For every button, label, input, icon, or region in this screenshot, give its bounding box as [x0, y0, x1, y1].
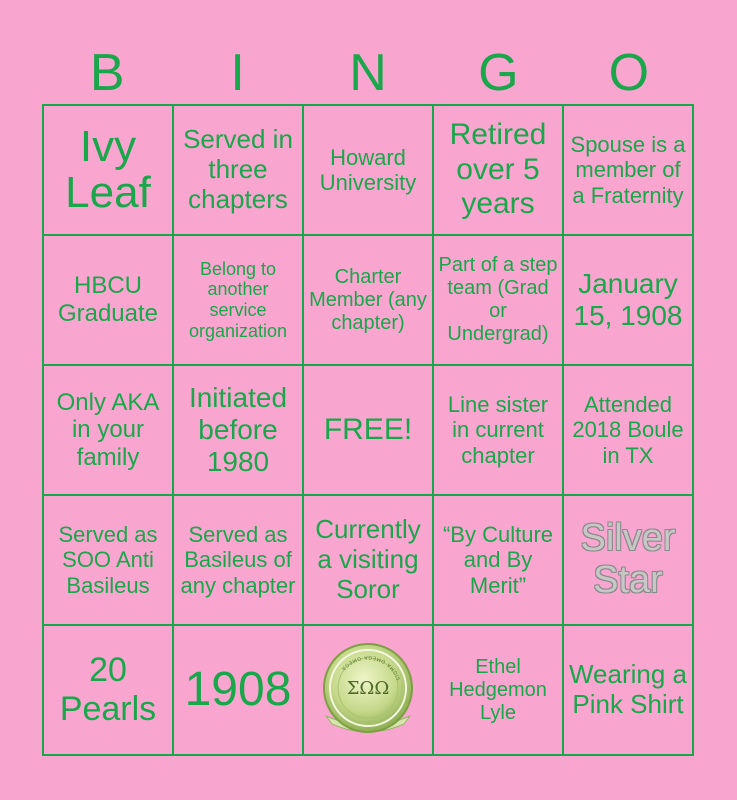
header-letter-n: N	[349, 44, 387, 102]
header-letter-o: O	[608, 44, 650, 102]
bingo-cell[interactable]: Ethel Hedgemon Lyle	[434, 626, 562, 754]
bingo-cell[interactable]: Belong to another service organization	[174, 236, 302, 364]
bingo-cell[interactable]: Initiated before 1980	[174, 366, 302, 494]
bingo-cell[interactable]: Wearing a Pink Shirt	[564, 626, 692, 754]
bingo-cell[interactable]: Howard University	[304, 106, 432, 234]
seal-ring-text: SIGMA OMEGA OMEGA	[339, 653, 403, 681]
bingo-header	[42, 40, 694, 106]
header-letter-i: I	[230, 44, 245, 102]
bingo-cell[interactable]: January 15, 1908	[564, 236, 692, 364]
bingo-cell[interactable]: Retired over 5 years	[434, 106, 562, 234]
free-cell[interactable]: FREE!	[304, 366, 432, 494]
bingo-cell[interactable]: Attended 2018 Boule in TX	[564, 366, 692, 494]
bingo-cell[interactable]: Currently a visiting Soror	[304, 496, 432, 624]
sorority-seal-icon	[316, 638, 420, 742]
bingo-cell[interactable]: Line sister in current chapter	[434, 366, 562, 494]
bingo-cell[interactable]: Charter Member (any chapter)	[304, 236, 432, 364]
bingo-cell[interactable]: “By Culture and By Merit”	[434, 496, 562, 624]
bingo-cell[interactable]: Only AKA in your family	[44, 366, 172, 494]
bingo-cell[interactable]: Ivy Leaf	[44, 106, 172, 234]
bingo-cell[interactable]: 20 Pearls	[44, 626, 172, 754]
header-letter-g: G	[478, 44, 519, 102]
bingo-cell[interactable]: Part of a step team (Grad or Undergrad)	[434, 236, 562, 364]
bingo-cell-silver-star[interactable]: Silver Star	[564, 496, 692, 624]
bingo-cell[interactable]: HBCU Graduate	[44, 236, 172, 364]
bingo-cell[interactable]: Served in three chapters	[174, 106, 302, 234]
bingo-cell[interactable]: Served as Basileus of any chapter	[174, 496, 302, 624]
bingo-cell[interactable]: 1908	[174, 626, 302, 754]
seal-letters: ΣΩΩ	[346, 678, 390, 699]
bingo-cell[interactable]: Served as SOO Anti Basileus	[44, 496, 172, 624]
header-letter-b: B	[89, 44, 125, 102]
bingo-board	[42, 104, 694, 756]
bingo-cell[interactable]: Spouse is a member of a Fraternity	[564, 106, 692, 234]
bingo-cell-seal[interactable]	[304, 626, 432, 754]
